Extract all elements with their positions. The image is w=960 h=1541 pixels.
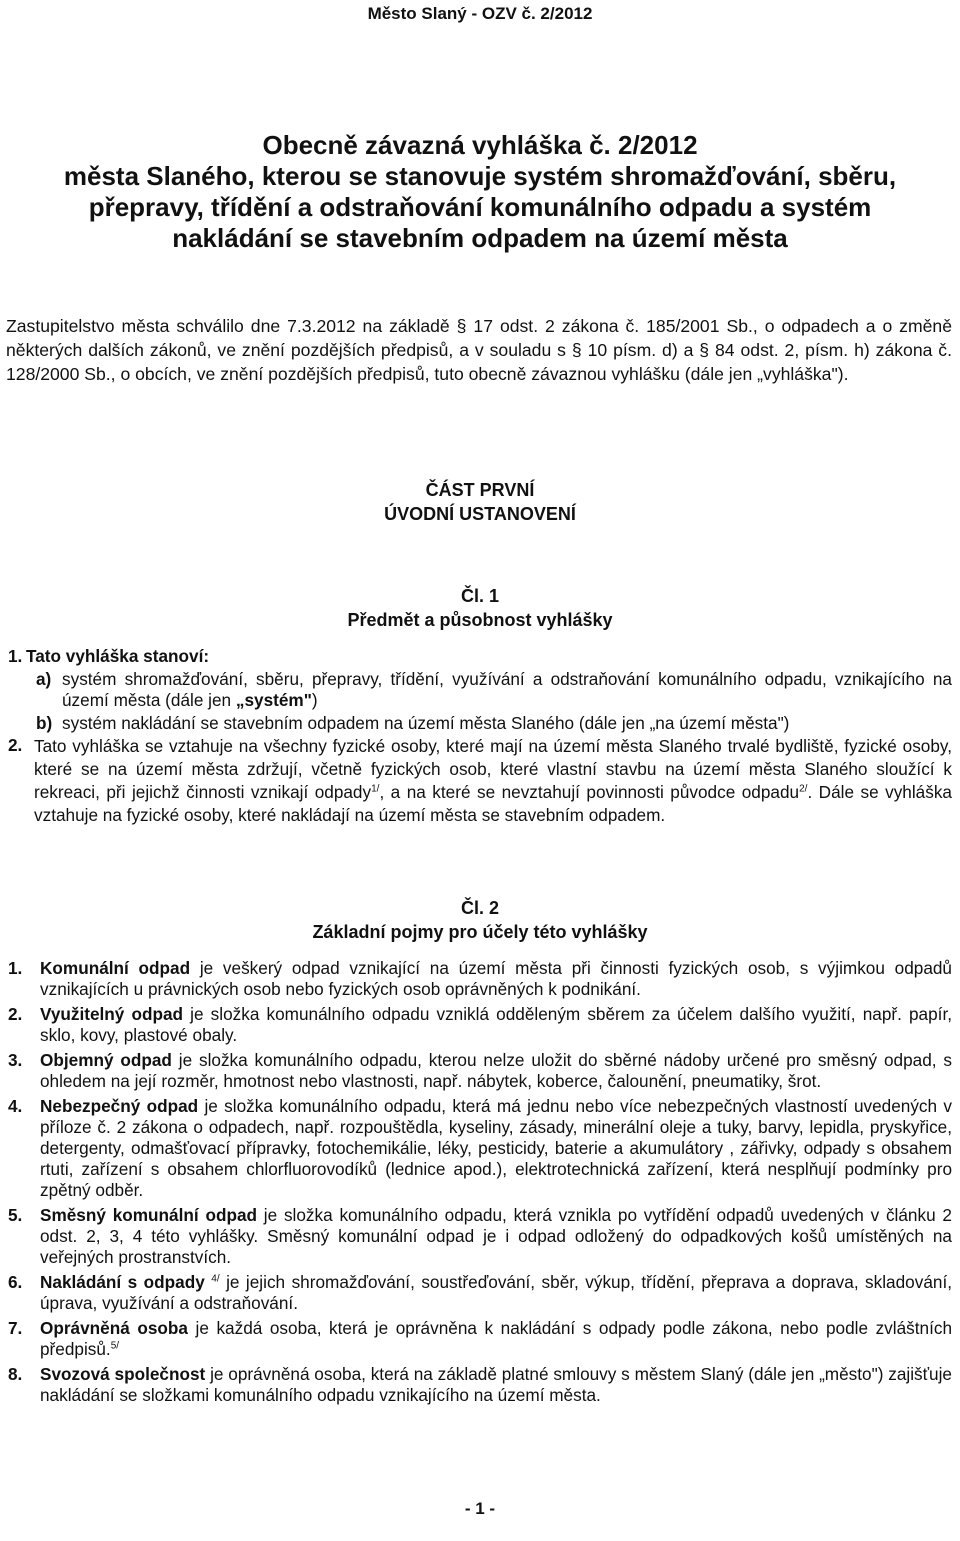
article-2-title: Základní pojmy pro účely této vyhlášky: [312, 922, 648, 942]
paragraph-number: 1.: [8, 646, 23, 666]
definition-term: Nebezpečný odpad: [40, 1096, 199, 1116]
article-1-heading: [0, 584, 960, 632]
article-1-number: Čl. 1: [460, 586, 499, 606]
part-number: ČÁST PRVNÍ: [425, 480, 535, 500]
article-1-paragraph-2: [8, 735, 952, 827]
definition-term: Směsný komunální odpad: [40, 1205, 257, 1225]
definition-text: je veškerý odpad vznikající na území města při činnosti fyzických osob, s výjimkou odpadů vznikajících u právnických osob nebo fyzických osob oprávněných k podnikání.: [40, 958, 952, 999]
definition-number: 3.: [8, 1050, 23, 1070]
point-label: a): [36, 669, 52, 689]
page-number: - 1 -: [464, 1499, 496, 1518]
definition-item: [8, 1096, 952, 1201]
footnote-ref: 2/: [799, 783, 808, 795]
ordinance-title-line1: Obecně závazná vyhláška č. 2/2012: [262, 130, 698, 160]
definition-text: je každá osoba, která je oprávněna k nakládání s odpady podle zákona, nebo podle zvláštních předpisů.: [40, 1318, 952, 1359]
ordinance-title: [40, 130, 920, 254]
definition-number: 8.: [8, 1364, 23, 1384]
definition-item: [8, 1364, 952, 1406]
definition-term: Komunální odpad: [40, 958, 191, 978]
article-1-point-b: [36, 713, 952, 734]
ordinance-title-line2: města Slaného, kterou se stanovuje systém shromažďování, sběru, přepravy, třídění a odstraňování komunálního odpadu a systém nakládání se stavebním odpadem na území města: [63, 161, 897, 253]
footnote-ref: 5/: [110, 1340, 120, 1352]
article-1-title: Předmět a působnost vyhlášky: [347, 610, 613, 630]
definition-item: [8, 1004, 952, 1046]
definition-number: 4.: [8, 1096, 23, 1116]
definition-item: [8, 1272, 952, 1314]
article-2-heading: [0, 896, 960, 944]
article-1-body: [8, 646, 952, 827]
definition-number: 2.: [8, 1004, 23, 1024]
footnote-ref: 1/: [371, 783, 380, 795]
point-text: systém nakládání se stavebním odpadem na území města Slaného (dále jen „na území města"): [62, 713, 790, 733]
article-2-number: Čl. 2: [460, 898, 499, 918]
definition-item: [8, 958, 952, 1000]
article-1-paragraph-1: [8, 646, 952, 667]
running-header: Město Slaný - OZV č. 2/2012: [367, 4, 593, 23]
paragraph-number: 2.: [8, 735, 23, 755]
definition-text: je složka komunálního odpadu, kterou nelze uložit do sběrné nádoby určené pro směsný odpad, s ohledem na její rozměr, hmotnost nebo vlastnosti, např. nábytek, koberce, čalounění, pneumatiky, šrot.: [40, 1050, 952, 1091]
definition-term: Využitelný odpad: [40, 1004, 184, 1024]
definition-item: [8, 1318, 952, 1360]
definition-text: je jejich shromažďování, soustřeďování, sběr, výkup, třídění, přeprava a doprava, skladování, úprava, využívání a odstraňování.: [40, 1272, 953, 1313]
definition-text: je složka komunálního odpadu vzniklá odděleným sběrem za účelem dalšího využití, např. papír, sklo, kovy, plastové obaly.: [40, 1004, 952, 1045]
point-text: systém shromažďování, sběru, přepravy, třídění, využívání a odstraňování komunálního odpadu, vznikajícího na území města (dále jen: [62, 669, 952, 710]
paragraph-text: , a na které se nevztahují povinnosti původce odpadu: [379, 782, 800, 802]
definition-text: je oprávněná osoba, která na základě platné smlouvy s městem Slaný (dále jen „město") zajišťuje nakládání se složkami komunálního odpadu vznikajícího na území města.: [40, 1364, 952, 1405]
definition-item: [8, 1050, 952, 1092]
paragraph-text: . Dále se vyhláška vztahuje na fyzické osoby, které nakládají na území města se stavebním odpadem.: [34, 782, 952, 825]
point-label: b): [36, 713, 53, 733]
definitions-list: [8, 958, 952, 1406]
paragraph-lead: Tato vyhláška stanoví:: [26, 646, 210, 666]
paragraph-text: Tato vyhláška se vztahuje na všechny fyzické osoby, které mají na území města Slaného trvalé bydliště, fyzické osoby, které se na území města zdržují, včetně fyzických osob, které vlastní stavbu na území města Slaného sloužící k rekreaci, při jejichž činnosti vznikají odpady: [34, 736, 952, 802]
definition-text: je složka komunálního odpadu, která vznikla po vytřídění odpadů uvedených v článku 2 odst. 2, 3, 4 této vyhlášky. Směsný komunální odpad je i odpad odložený do odpadkových košů umístěných na veřejných prostranstvích.: [40, 1205, 952, 1267]
definition-number: 5.: [8, 1205, 23, 1225]
definition-text: je složka komunálního odpadu, která má jednu nebo více nebezpečných vlastností uvedených v příloze č. 2 zákona o odpadech, např. rozpouštědla, kyseliny, zásady, minerální oleje a tuky, barvy, lepidla, pryskyřice, detergenty, odmašťovací přípravky, fotochemikálie, léky, pesticidy, baterie a akumulátory , zářivky, odpady s obsahem rtuti, zařízení s obsahem chlorfluorovodíků (lednice apod.), elektrotechnická zařízení, která nesplňují podmínky pro zpětný odběr.: [40, 1096, 952, 1200]
preamble: Zastupitelstvo města schválilo dne 7.3.2012 na základě § 17 odst. 2 zákona č. 185/2001 Sb., o odpadech a o změně některých dalších zákonů, ve znění pozdějších předpisů, a v souladu s § 10 písm. d) a § 84 odst. 2, písm. h) zákona č. 128/2000 Sb., o obcích, ve znění pozdějších předpisů, tuto obecně závaznou vyhlášku (dále jen „vyhláška").: [6, 316, 952, 384]
definition-term: Objemný odpad: [40, 1050, 172, 1070]
definition-term: Nakládání s odpady: [40, 1272, 205, 1292]
definition-item: [8, 1205, 952, 1268]
point-text-end: ): [311, 690, 318, 710]
part-heading: [0, 478, 960, 526]
definition-term: Oprávněná osoba: [40, 1318, 188, 1338]
footnote-ref: 4/: [211, 1273, 220, 1285]
definition-number: 7.: [8, 1318, 23, 1338]
part-title: ÚVODNÍ USTANOVENÍ: [384, 504, 576, 524]
article-1-point-a: [36, 669, 952, 711]
definition-term: Svozová společnost: [40, 1364, 206, 1384]
definition-number: 1.: [8, 958, 23, 978]
point-term: „systém": [235, 690, 312, 710]
definition-number: 6.: [8, 1272, 23, 1292]
